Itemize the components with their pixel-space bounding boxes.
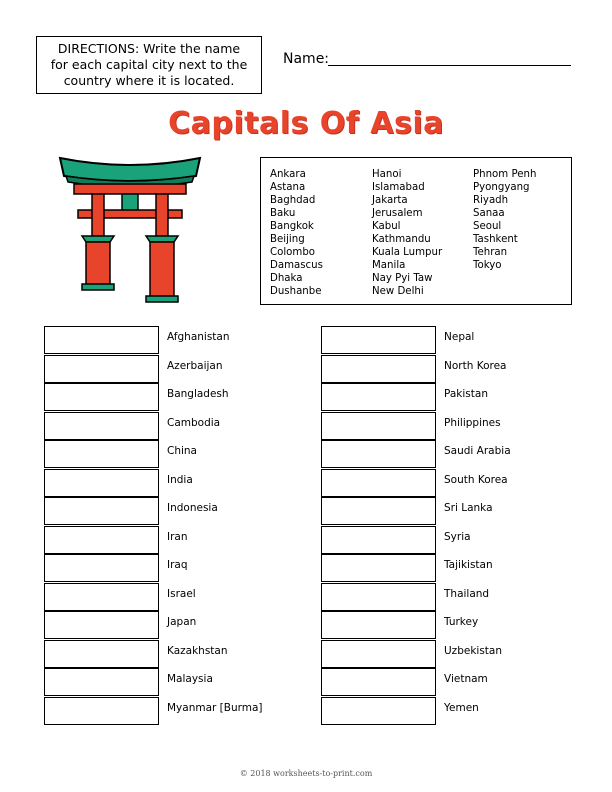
word-bank-item: Jerusalem	[372, 208, 423, 219]
country-label: Turkey	[444, 616, 479, 628]
word-bank-item: Riyadh	[473, 195, 509, 206]
country-label: North Korea	[444, 359, 507, 372]
country-label: Thailand	[444, 587, 490, 600]
country-label: Israel	[167, 587, 196, 600]
country-label: Uzbekistan	[444, 644, 502, 657]
answer-box[interactable]	[44, 355, 159, 383]
word-bank-item: Sanaa	[473, 208, 505, 219]
word-bank-item: Baghdad	[270, 195, 316, 206]
name-label: Name:	[283, 51, 330, 67]
word-bank-item: Dhaka	[270, 273, 303, 284]
word-bank-item: Hanoi	[372, 169, 402, 180]
answer-box[interactable]	[321, 640, 436, 668]
country-label: Iran	[167, 530, 188, 543]
answer-box[interactable]	[44, 412, 159, 440]
word-bank-item: Kabul	[372, 221, 401, 232]
word-bank-item: New Delhi	[372, 286, 424, 297]
directions-line: DIRECTIONS: Write the name	[57, 41, 241, 56]
word-bank-item: Colombo	[270, 247, 316, 258]
word-bank-column-2	[372, 168, 442, 298]
country-label: Kazakhstan	[167, 644, 228, 657]
answer-box[interactable]	[44, 611, 159, 639]
country-label: China	[167, 445, 197, 457]
answer-box[interactable]	[321, 440, 436, 468]
torii-gate-icon	[56, 150, 204, 310]
country-label: India	[167, 473, 193, 486]
country-label: Pakistan	[444, 388, 488, 400]
answer-box[interactable]	[44, 440, 159, 468]
answer-box[interactable]	[321, 497, 436, 525]
word-bank-item: Kuala Lumpur	[372, 247, 443, 258]
word-bank-item: Tehran	[473, 247, 508, 258]
answer-box[interactable]	[321, 668, 436, 696]
country-label: Syria	[444, 530, 471, 543]
word-bank-item: Pyongyang	[473, 182, 530, 193]
answer-box[interactable]	[44, 697, 159, 725]
word-bank-item: Dushanbe	[270, 286, 322, 297]
directions-box	[36, 36, 262, 94]
word-bank-item: Islamabad	[372, 182, 425, 193]
answer-box[interactable]	[321, 469, 436, 497]
answer-box[interactable]	[44, 383, 159, 411]
country-label: Yemen	[444, 701, 479, 714]
word-bank-item: Damascus	[270, 260, 323, 271]
word-bank-item: Bangkok	[270, 221, 314, 232]
word-bank-item: Beijing	[270, 234, 305, 245]
country-label: Malaysia	[167, 673, 213, 685]
answer-box[interactable]	[44, 526, 159, 554]
word-bank-item: Kathmandu	[372, 234, 431, 245]
answer-box[interactable]	[321, 412, 436, 440]
country-label: Nepal	[444, 331, 475, 343]
country-label: Myanmar [Burma]	[167, 701, 263, 714]
country-label: Bangladesh	[167, 388, 229, 400]
name-field-line[interactable]	[328, 65, 571, 66]
word-bank-item: Jakarta	[372, 195, 408, 206]
page-title: Capitals Of Asia	[168, 106, 444, 141]
word-bank-item: Manila	[372, 260, 406, 271]
country-label: Sri Lanka	[444, 502, 493, 514]
answer-box[interactable]	[321, 383, 436, 411]
answer-box[interactable]	[321, 611, 436, 639]
directions-line: for each capital city next to the	[50, 57, 248, 72]
word-bank-item: Tokyo	[473, 260, 502, 271]
country-label: Indonesia	[167, 502, 218, 514]
answer-box[interactable]	[321, 554, 436, 582]
answer-box[interactable]	[321, 526, 436, 554]
country-label: Saudi Arabia	[444, 445, 511, 457]
answer-box[interactable]	[44, 583, 159, 611]
country-label: Azerbaijan	[167, 359, 223, 372]
answer-box[interactable]	[321, 697, 436, 725]
country-label: Afghanistan	[167, 331, 230, 343]
answer-box[interactable]	[321, 326, 436, 354]
word-bank-item: Phnom Penh	[473, 169, 537, 180]
word-bank-item: Tashkent	[473, 234, 518, 245]
country-label: Philippines	[444, 416, 501, 429]
answer-box[interactable]	[44, 497, 159, 525]
country-label: South Korea	[444, 473, 508, 486]
country-label: Iraq	[167, 559, 188, 571]
word-bank-column-1	[270, 168, 323, 298]
word-bank-item: Nay Pyi Taw	[372, 273, 433, 284]
footer-copyright: © 2018 worksheets-to-print.com	[239, 769, 373, 778]
answer-box[interactable]	[44, 326, 159, 354]
word-bank	[260, 157, 572, 305]
answer-box[interactable]	[321, 355, 436, 383]
word-bank-column-3	[473, 168, 536, 272]
answer-box[interactable]	[44, 668, 159, 696]
answer-box[interactable]	[321, 583, 436, 611]
word-bank-item: Seoul	[473, 221, 502, 232]
answer-box[interactable]	[44, 640, 159, 668]
answer-box[interactable]	[44, 554, 159, 582]
word-bank-item: Baku	[270, 208, 296, 219]
answer-box[interactable]	[44, 469, 159, 497]
word-bank-item: Astana	[270, 182, 306, 193]
country-label: Japan	[167, 616, 197, 628]
country-label: Cambodia	[167, 416, 221, 429]
country-label: Vietnam	[444, 673, 488, 685]
directions-line: country where it is located.	[63, 73, 235, 88]
word-bank-item: Ankara	[270, 169, 306, 180]
country-label: Tajikistan	[444, 559, 493, 571]
